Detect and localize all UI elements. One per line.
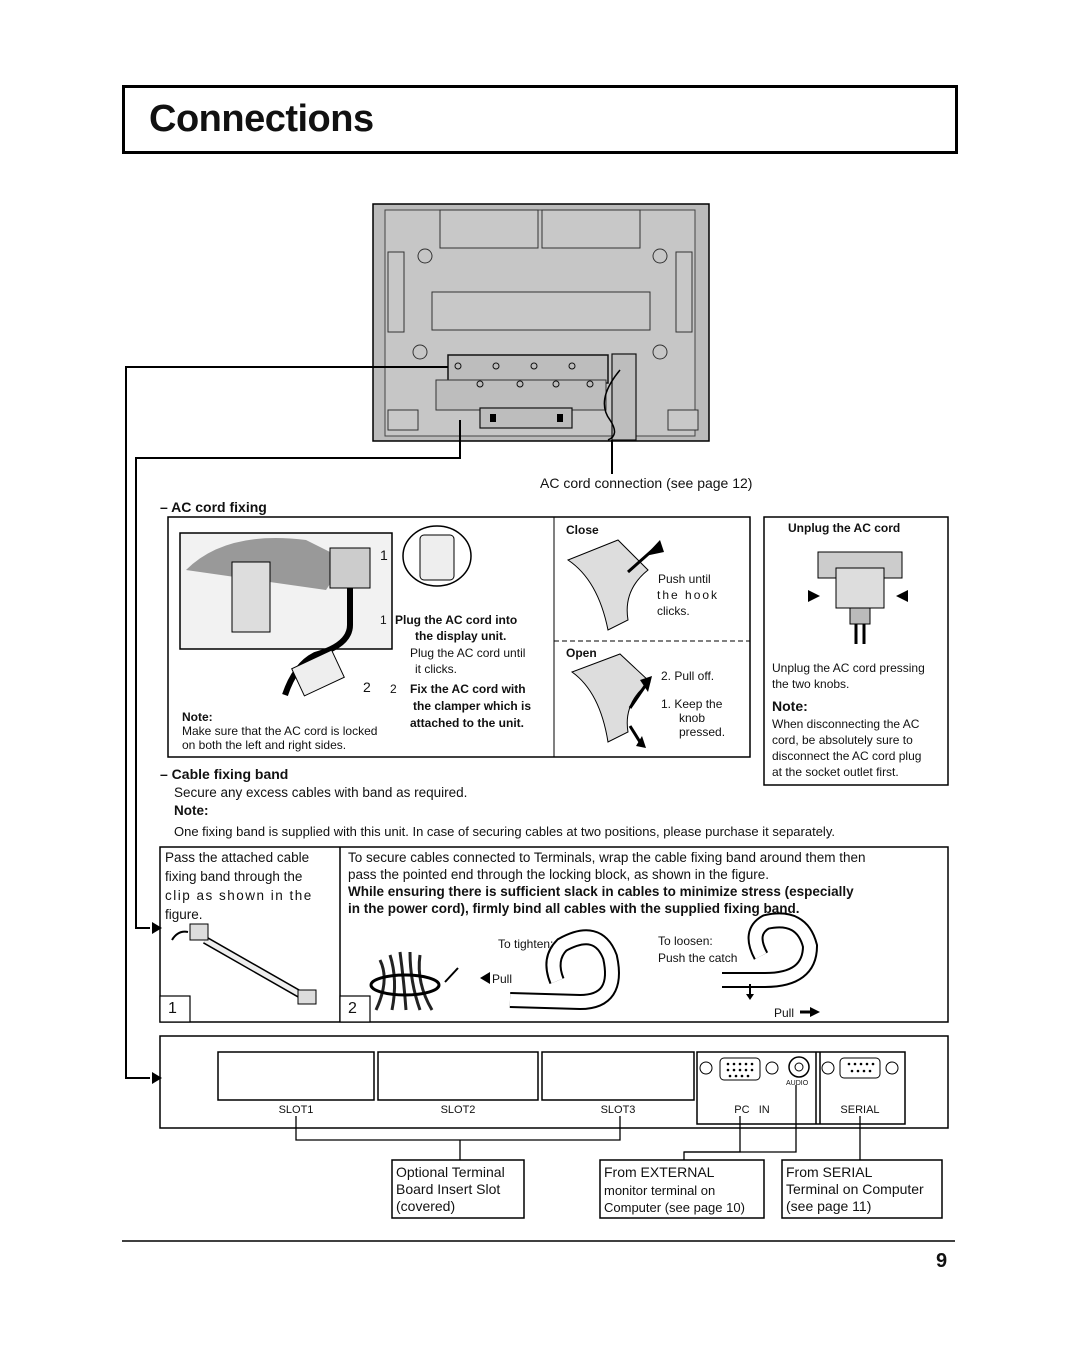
band-right-b: pass the pointed end through the locking block, as shown in the figure. [348,867,770,882]
ac-note-a: Make sure that the AC cord is locked [182,724,378,738]
band-right-bold-a: While ensuring there is sufficient slack in cables to minimize stress (especially [348,884,854,899]
band-left-b: fixing band through the [165,869,303,884]
ac-note-label: Note: [182,710,213,724]
cable-band-note-text: One fixing band is supplied with this unit. In case of securing cables at two positions, please purchase it separately. [174,824,835,839]
unplug-note-label: Note: [772,698,808,714]
step1-number: 1 [380,547,388,563]
to-loosen-label: To loosen: [658,934,713,948]
serial-c: (see page 11) [786,1198,872,1214]
slot1-label: SLOT1 [278,1104,314,1116]
page-title: Connections [149,98,374,140]
unplug-note-c: disconnect the AC cord plug [772,749,922,763]
figure-2-number: 2 [348,1000,357,1017]
slot2-label: SLOT2 [440,1104,476,1116]
step2-title-b: the clamper which is [413,699,532,713]
unplug-note-b: cord, be absolutely sure to [772,733,913,747]
step1-title-a: Plug the AC cord into [395,613,518,627]
step1-number-b: 1 [380,613,387,627]
close-text-a: Push until [658,572,711,586]
step2-title-c: attached to the unit. [410,716,524,730]
optional-a: Optional Terminal [396,1164,505,1180]
external-c: Computer (see page 10) [604,1200,745,1215]
band-left-c: clip as shown in the [165,888,313,903]
ac-fixing-heading: – AC cord fixing [160,499,267,515]
band-right-a: To secure cables connected to Terminals, wrap the cable fixing band around them then [348,850,866,865]
pc-in-label: PC IN [734,1104,770,1116]
display-rear-illustration [373,204,709,441]
external-a: From EXTERNAL [604,1164,715,1180]
close-text-c: clicks. [657,604,690,618]
serial-label: SERIAL [840,1104,880,1116]
open-label: Open [566,646,597,660]
unplug-text-b: the two knobs. [772,677,850,691]
unplug-note-d: at the socket outlet first. [772,765,899,779]
close-text-b: the hook [657,588,720,602]
band-right-bold-b: in the power cord), firmly bind all cables with the supplied fixing band. [348,901,800,916]
to-tighten-label: To tighten: [498,937,554,951]
cable-band-text: Secure any excess cables with band as required. [174,785,468,800]
step1-title-b: the display unit. [415,629,507,643]
page-number: 9 [936,1250,948,1272]
unplug-note-a: When disconnecting the AC [772,717,920,731]
open-step1-b: knob [679,711,706,725]
ac-note-b: on both the left and right sides. [182,738,347,752]
open-step2: 2. Pull off. [661,669,715,683]
pull-label-2: Pull [774,1006,795,1020]
step1-text-a: Plug the AC cord until [410,646,526,660]
optional-c: (covered) [396,1198,456,1214]
step2-number-b: 2 [390,682,397,696]
open-step1-a: 1. Keep the [661,697,723,711]
pull-label-1: Pull [492,972,513,986]
serial-b: Terminal on Computer [786,1181,924,1197]
step2-number: 2 [363,679,371,695]
step2-title-a: Fix the AC cord with [410,682,526,696]
open-step1-c: pressed. [679,725,726,739]
ac-connection-caption: AC cord connection (see page 12) [540,475,753,491]
close-label: Close [566,523,599,537]
cable-band-note-label: Note: [174,803,209,818]
unplug-heading: Unplug the AC cord [788,521,901,535]
figure-1-number: 1 [168,1000,177,1017]
slot3-label: SLOT3 [600,1104,636,1116]
audio-label: AUDIO [786,1080,809,1087]
push-catch-label: Push the catch [658,951,738,965]
band-left-a: Pass the attached cable [165,850,310,865]
step1-text-b: it clicks. [415,662,457,676]
external-b: monitor terminal on [604,1183,716,1198]
band-left-d: figure. [165,907,203,922]
cable-band-heading: – Cable fixing band [160,766,289,782]
unplug-text-a: Unplug the AC cord pressing [772,661,925,675]
serial-a: From SERIAL [786,1164,873,1180]
optional-b: Board Insert Slot [396,1181,501,1197]
